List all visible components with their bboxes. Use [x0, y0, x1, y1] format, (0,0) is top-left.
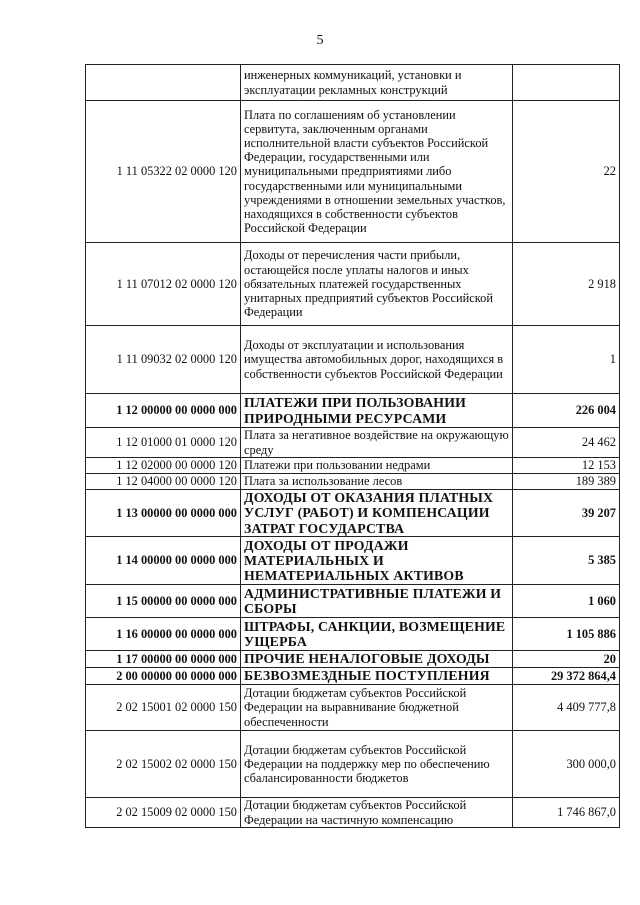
amount-cell: 24 462 — [513, 428, 620, 458]
name-cell: ПЛАТЕЖИ ПРИ ПОЛЬЗОВАНИИ ПРИРОДНЫМИ РЕСУРСАМИ — [241, 394, 513, 428]
code-cell: 1 12 01000 01 0000 120 — [86, 428, 241, 458]
amount-cell: 22 — [513, 101, 620, 243]
code-cell: 1 11 09032 02 0000 120 — [86, 326, 241, 394]
table-row — [86, 798, 620, 828]
amount-cell: 1 — [513, 326, 620, 394]
code-cell: 1 11 07012 02 0000 120 — [86, 243, 241, 326]
amount-cell: 5 385 — [513, 537, 620, 585]
table-row — [86, 101, 620, 243]
code-cell: 1 16 00000 00 0000 000 — [86, 618, 241, 651]
table-row — [86, 428, 620, 458]
code-cell: 1 13 00000 00 0000 000 — [86, 490, 241, 537]
table-row — [86, 474, 620, 490]
code-cell: 2 02 15001 02 0000 150 — [86, 685, 241, 731]
name-cell: БЕЗВОЗМЕЗДНЫЕ ПОСТУПЛЕНИЯ — [241, 668, 513, 685]
name-cell: Плата по соглашениям об установлении сервитута, заключенным органами исполнительной власти субъектов Российской Федерации, государственными или муниципальными предприятиями либо государственными или муниципальными учреждениями в отношении земельных участков, находящихся в собственности субъектов Российской Федерации — [241, 101, 513, 243]
code-cell: 1 12 00000 00 0000 000 — [86, 394, 241, 428]
table-body — [86, 65, 620, 828]
table-row — [86, 668, 620, 685]
table-row — [86, 243, 620, 326]
table-row — [86, 731, 620, 798]
table-row — [86, 458, 620, 474]
table-row — [86, 394, 620, 428]
name-cell: ШТРАФЫ, САНКЦИИ, ВОЗМЕЩЕНИЕ УЩЕРБА — [241, 618, 513, 651]
amount-cell — [513, 65, 620, 101]
name-cell: Дотации бюджетам субъектов Российской Федерации на выравнивание бюджетной обеспеченности — [241, 685, 513, 731]
table-row — [86, 537, 620, 585]
amount-cell: 226 004 — [513, 394, 620, 428]
amount-cell: 189 389 — [513, 474, 620, 490]
code-cell: 2 02 15002 02 0000 150 — [86, 731, 241, 798]
amount-cell: 29 372 864,4 — [513, 668, 620, 685]
code-cell: 2 02 15009 02 0000 150 — [86, 798, 241, 828]
amount-cell: 4 409 777,8 — [513, 685, 620, 731]
amount-cell: 12 153 — [513, 458, 620, 474]
name-cell: Доходы от перечисления части прибыли, остающейся после уплаты налогов и иных обязательных платежей государственных унитарных предприятий субъектов Российской Федерации — [241, 243, 513, 326]
code-cell: 2 00 00000 00 0000 000 — [86, 668, 241, 685]
code-cell: 1 15 00000 00 0000 000 — [86, 585, 241, 618]
name-cell: Дотации бюджетам субъектов Российской Федерации на частичную компенсацию — [241, 798, 513, 828]
page-number: 5 — [316, 33, 324, 48]
amount-cell: 300 000,0 — [513, 731, 620, 798]
name-cell: ПРОЧИЕ НЕНАЛОГОВЫЕ ДОХОДЫ — [241, 651, 513, 668]
budget-revenue-table — [85, 64, 620, 828]
code-cell: 1 12 02000 00 0000 120 — [86, 458, 241, 474]
amount-cell: 2 918 — [513, 243, 620, 326]
code-cell: 1 17 00000 00 0000 000 — [86, 651, 241, 668]
name-cell: Дотации бюджетам субъектов Российской Федерации на поддержку мер по обеспечению сбалансированности бюджетов — [241, 731, 513, 798]
code-cell: 1 11 05322 02 0000 120 — [86, 101, 241, 243]
name-cell: Платежи при пользовании недрами — [241, 458, 513, 474]
name-cell: Плата за негативное воздействие на окружающую среду — [241, 428, 513, 458]
code-cell: 1 12 04000 00 0000 120 — [86, 474, 241, 490]
amount-cell: 39 207 — [513, 490, 620, 537]
code-cell: 1 14 00000 00 0000 000 — [86, 537, 241, 585]
table-row — [86, 326, 620, 394]
amount-cell: 1 746 867,0 — [513, 798, 620, 828]
name-cell: АДМИНИСТРАТИВНЫЕ ПЛАТЕЖИ И СБОРЫ — [241, 585, 513, 618]
table-row — [86, 618, 620, 651]
amount-cell: 20 — [513, 651, 620, 668]
name-cell: ДОХОДЫ ОТ ПРОДАЖИ МАТЕРИАЛЬНЫХ И НЕМАТЕРИАЛЬНЫХ АКТИВОВ — [241, 537, 513, 585]
table-row — [86, 585, 620, 618]
name-cell: ДОХОДЫ ОТ ОКАЗАНИЯ ПЛАТНЫХ УСЛУГ (РАБОТ) И КОМПЕНСАЦИИ ЗАТРАТ ГОСУДАРСТВА — [241, 490, 513, 537]
table-row — [86, 65, 620, 101]
table-row — [86, 685, 620, 731]
code-cell — [86, 65, 241, 101]
table-row — [86, 651, 620, 668]
name-cell: инженерных коммуникаций, установки и эксплуатации рекламных конструкций — [241, 65, 513, 101]
table-row — [86, 490, 620, 537]
amount-cell: 1 060 — [513, 585, 620, 618]
name-cell: Плата за использование лесов — [241, 474, 513, 490]
name-cell: Доходы от эксплуатации и использования имущества автомобильных дорог, находящихся в собственности субъектов Российской Федерации — [241, 326, 513, 394]
amount-cell: 1 105 886 — [513, 618, 620, 651]
